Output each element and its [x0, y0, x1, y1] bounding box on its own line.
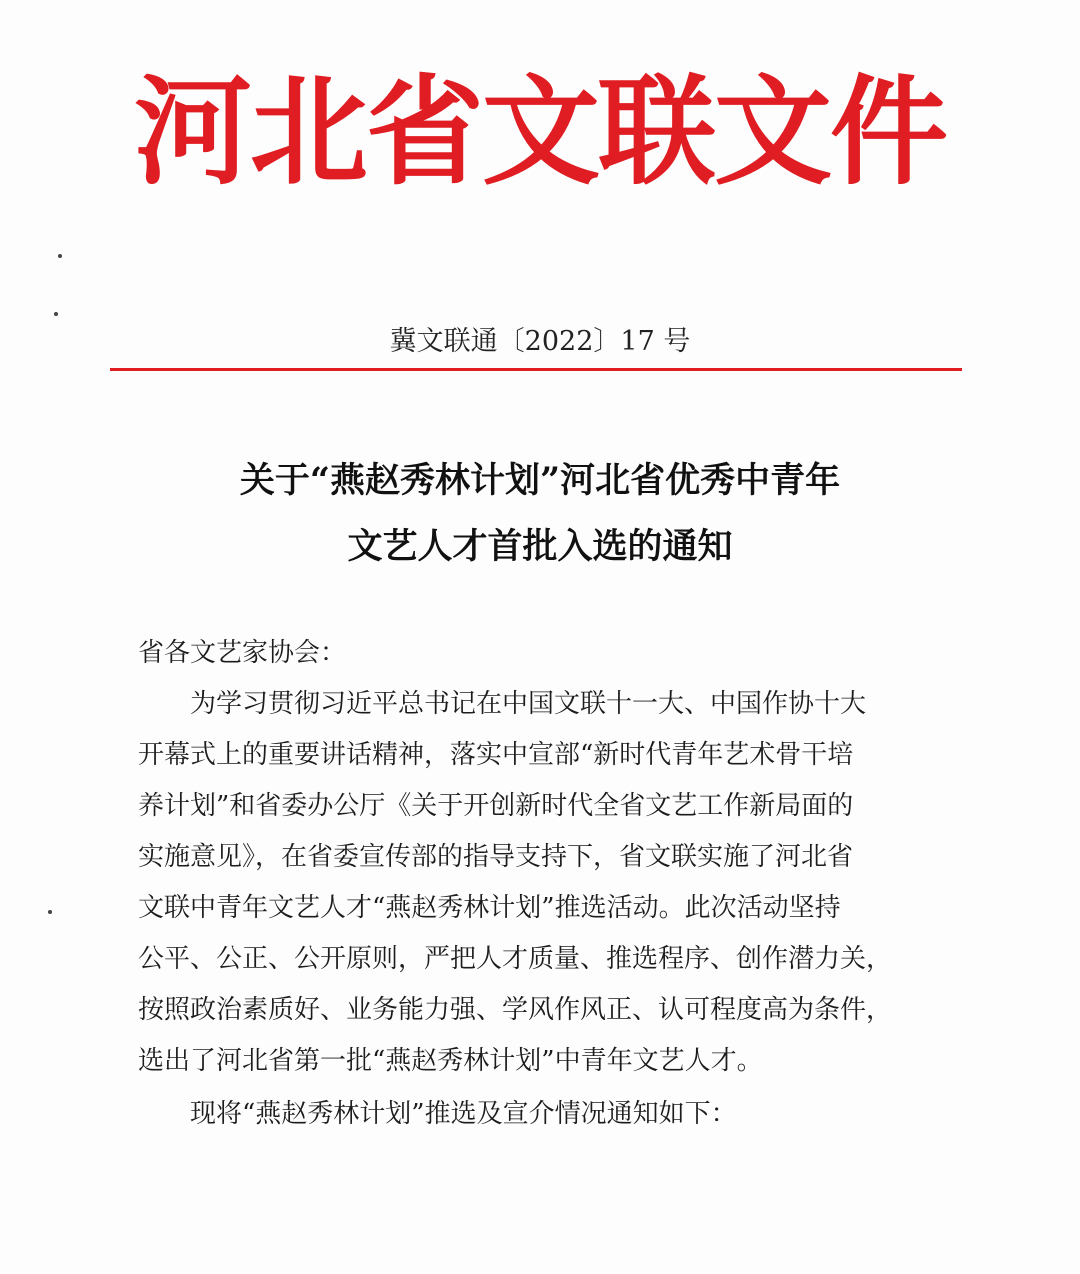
paragraph-line: 公平、公正、公开原则，严把人才质量、推选程序、创作潜力关， [138, 944, 893, 974]
title-line: 文艺人才首批入选的通知 [347, 526, 733, 567]
paragraph-2: 现将“燕赵秀林计划”推选及宣介情况通知如下： [190, 1099, 737, 1129]
notice-title [60, 448, 1020, 580]
paragraph-line: 选出了河北省第一批“燕赵秀林计划”中青年文艺人才。 [138, 1046, 763, 1076]
paragraph-line: 开幕式上的重要讲话精神，落实中宣部“新时代青年艺术骨干培 [138, 740, 854, 770]
paragraph-line: 为学习贯彻习近平总书记在中国文联十一大、中国作协十大 [190, 689, 867, 719]
masthead-title: 河北省文联文件 [133, 62, 946, 201]
red-divider-line [110, 368, 962, 371]
salutation: 省各文艺家协会： [138, 638, 347, 668]
notice-body [138, 628, 950, 1140]
title-line: 关于“燕赵秀林计划”河北省优秀中青年 [239, 460, 841, 501]
paragraph-line: 实施意见》，在省委宣传部的指导支持下，省文联实施了河北省 [138, 842, 854, 872]
document-number: 冀文联通〔2022〕17 号 [389, 326, 691, 357]
paragraph-1 [138, 679, 950, 1087]
scan-mark [58, 254, 62, 258]
scan-mark [48, 910, 52, 914]
paragraph-line: 养计划”和省委办公厅《关于开创新时代全省文艺工作新局面的 [138, 791, 854, 821]
scan-mark [54, 312, 58, 316]
paragraph-line: 文联中青年文艺人才“燕赵秀林计划”推选活动。此次活动坚持 [138, 893, 841, 923]
paragraph-line: 按照政治素质好、业务能力强、学风作风正、认可程度高为条件， [138, 995, 893, 1025]
